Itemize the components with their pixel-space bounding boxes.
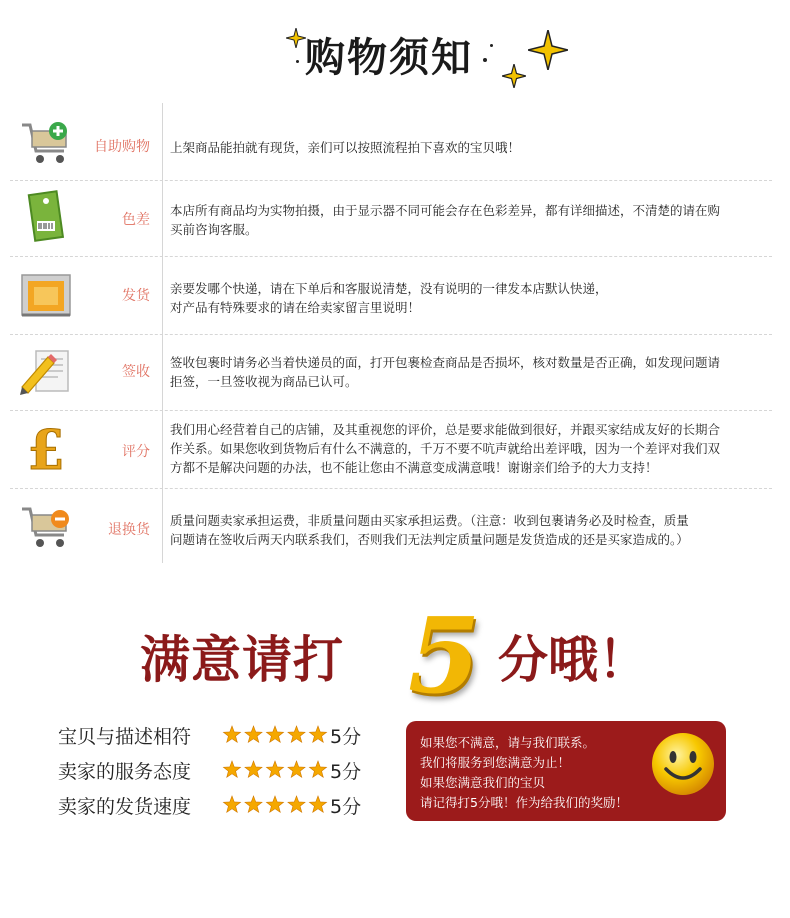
banner-text-left: 满意请打: [140, 631, 344, 689]
package-box-icon: [18, 267, 74, 323]
rating-label: 卖家的服务态度: [58, 761, 192, 783]
divider: [162, 489, 163, 563]
star-icon: [288, 796, 305, 812]
divider: [162, 181, 163, 257]
sparkle-icon: [502, 64, 526, 88]
rating-score: 5分: [330, 726, 362, 748]
notice-text-line: 签收包裹时请务必当着快递员的面，打开包裹检查商品是否损坏，核对数量是否正确，如发现问题请: [170, 355, 721, 370]
page-title: 购物须知: [305, 35, 473, 81]
star-icon: [245, 761, 262, 777]
dot-icon: [490, 44, 493, 47]
banner-text-right: 分哦！: [498, 631, 648, 689]
shopping-cart-remove-icon: [18, 497, 74, 553]
notice-label: 自助购物: [94, 139, 150, 155]
notice-text-line: 问题请在签收后两天内联系我们，否则我们无法判定质量问题是发货造成的还是买家造成的。）: [170, 532, 689, 547]
message-line: 我们将服务到您满意为止！: [420, 755, 571, 770]
notice-row-returns: [10, 489, 772, 563]
star-icon: [266, 796, 283, 812]
star-icon: [309, 726, 326, 742]
notice-text-line: 买前咨询客服。: [170, 222, 258, 237]
notice-text-line: 亲要发哪个快递，请在下单后和客服说清楚，没有说明的一律发本店默认快递，: [170, 281, 608, 296]
notice-text-line: 方都不是解决问题的办法，也不能让您由不满意变成满意哦！谢谢亲们给予的大力支持！: [170, 460, 658, 475]
dot-icon: [296, 60, 299, 63]
star-icon: [266, 761, 283, 777]
pound-sign-icon: [18, 421, 74, 477]
rating-label: 宝贝与描述相符: [58, 726, 192, 748]
notice-text-line: 拒签，一旦签收视为商品已认可。: [170, 374, 358, 389]
sparkle-icon: [286, 28, 306, 48]
banner-number: 5: [408, 594, 481, 717]
notice-row-color-difference: [10, 181, 772, 257]
notice-text-line: 上架商品能拍就有现货，亲们可以按照流程拍下喜欢的宝贝哦！: [170, 140, 521, 155]
rating-banner: [140, 594, 660, 717]
star-rating: [222, 725, 330, 745]
svg-text:£: £: [27, 421, 65, 477]
notice-text: [170, 138, 770, 157]
rating-label: 卖家的发货速度: [58, 796, 192, 818]
star-icon: [288, 761, 305, 777]
notice-row-receipt: [10, 335, 772, 411]
notice-row-self-service: [10, 103, 772, 181]
notice-text: [170, 353, 770, 391]
notice-text-line: 我们用心经营着自己的店铺，及其重视您的评价，总是要求能做到很好，并跟买家结成友好的长期合: [170, 422, 721, 437]
star-icon: [309, 761, 326, 777]
page-header: [0, 0, 790, 100]
message-line: 如果您不满意，请与我们联系。: [420, 735, 596, 750]
message-line: 如果您满意我们的宝贝: [420, 775, 546, 790]
notice-text-line: 本店所有商品均为实物拍摄，由于显示器不同可能会存在色彩差异，都有详细描述，不清楚的请在购: [170, 203, 721, 218]
notice-text: [170, 201, 770, 239]
notice-label: 退换货: [108, 522, 150, 538]
notice-text-line: 作关系。如果您收到货物后有什么不满意的，千万不要不吭声就给出差评哦，因为一个差评对我们双: [170, 441, 721, 456]
divider: [162, 411, 163, 489]
divider: [162, 103, 163, 181]
star-icon: [266, 726, 283, 742]
notice-text: [170, 279, 770, 317]
star-icon: [288, 726, 305, 742]
star-icon: [245, 796, 262, 812]
notice-row-shipping: [10, 257, 772, 335]
shopping-cart-add-icon: [18, 113, 74, 169]
notice-label: 发货: [122, 288, 150, 304]
pencil-document-icon: [18, 343, 74, 399]
star-icon: [223, 726, 240, 742]
star-icon: [309, 796, 326, 812]
smiley-face-icon: [650, 731, 716, 797]
notice-text-line: 质量问题卖家承担运费，非质量问题由买家承担运费。（注意：收到包裹请务必及时检查，质量: [170, 513, 689, 528]
star-icon: [223, 796, 240, 812]
star-rating: [222, 795, 330, 815]
notice-label: 评分: [122, 444, 150, 460]
star-icon: [223, 761, 240, 777]
notice-text: [170, 420, 770, 477]
sparkle-icon: [528, 30, 568, 70]
notice-label: 签收: [122, 364, 150, 380]
price-tag-icon: [18, 189, 74, 245]
dot-icon: [483, 58, 487, 62]
star-icon: [245, 726, 262, 742]
notice-label: 色差: [122, 212, 150, 228]
rating-score: 5分: [330, 761, 362, 783]
message-line: 请记得打5分哦！作为给我们的奖励！: [420, 795, 628, 810]
notice-text-line: 对产品有特殊要求的请在给卖家留言里说明！: [170, 300, 421, 315]
notice-text: [170, 511, 770, 549]
message-box: [406, 721, 726, 821]
divider: [162, 335, 163, 411]
notice-row-rating: [10, 411, 772, 489]
divider: [162, 257, 163, 335]
star-rating: [222, 760, 330, 780]
rating-score: 5分: [330, 796, 362, 818]
